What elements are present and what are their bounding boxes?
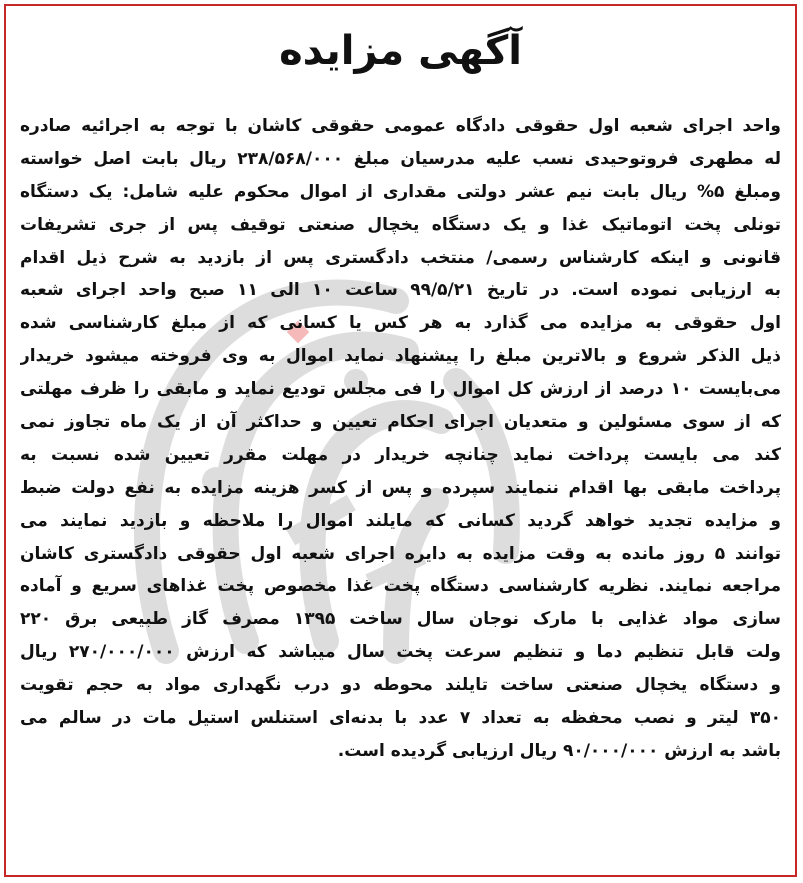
notice-title: آگهی مزایده	[279, 28, 522, 74]
notice-line: توانند ۵ روز مانده به وقت مزایده به دایره اجرای شعبه اول حقوقی دادگستری کاشان	[20, 543, 781, 564]
notice-frame	[4, 4, 797, 877]
notice-line: اول حقوقی به مزایده می گذارد به هر کس یا کسانی که از مبلغ کارشناسی شده	[20, 313, 781, 334]
notice-body	[20, 110, 781, 768]
notice-line: قانونی و اینکه کارشناس رسمی/ منتخب دادگستری پس از بازدید به شرح ذیل اقدام	[20, 247, 781, 268]
notice-line: و دستگاه یخچال صنعتی ساخت تایلند محوطه دو درب نگهداری مواد به حجم تقویت	[20, 675, 781, 696]
notice-line: که از سوی مسئولین و متعدیان اجرای احکام تعیین و حداکثر آن از یک ماه تجاوز نمی	[20, 412, 781, 433]
notice-line: له مطهری فروتوحیدی نسب علیه مدرسیان مبلغ ۲۳۸/۵۶۸/۰۰۰ ریال بابت اصل خواسته	[20, 148, 781, 169]
notice-line: ذیل الذکر شروع و بالاترین مبلغ را پیشنهاد نماید اموال به وی فروخته میشود خریدار	[20, 346, 781, 367]
notice-line: می‌بایست ۱۰ درصد از ارزش کل اموال را فی مجلس توديع نمايد و مابقی را ظرف مهلتی	[20, 379, 781, 400]
notice-line: ولت قابل تنظیم دما و تنظیم سرعت پخت سال میباشد که ارزش ۲۷۰/۰۰۰/۰۰۰ ریال	[20, 642, 781, 663]
notice-line: باشد به ارزش ۹۰/۰۰۰/۰۰۰ ریال ارزیابی گردیده است.	[337, 740, 781, 761]
notice-line: ومبلغ ۵% ریال بابت نیم عشر دولتی مقداری از اموال محکوم علیه شامل: یک دستگاه	[20, 181, 781, 202]
notice-line: پرداخت مابقی بها اقدام ننمایند سپرده و پس از کسر هزینه مزایده به نفع دولت ضبط	[20, 477, 781, 498]
notice-line: مراجعه نمایند. نظریه کارشناسی دستگاه پخت غذا مخصوص پخت غذاهای سریع و آماده	[20, 576, 781, 597]
notice-line: تونلی پخت اتوماتیک غذا و یک دستگاه یخچال صنعتی توقیف پس از جری تشریفات	[20, 214, 781, 235]
notice-line: ۳۵۰ لیتر و نصب محفظه به تعداد ۷ عدد با بدنه‌ای استنلس استیل مات در سالم می	[20, 708, 781, 729]
notice-line: واحد اجرای شعبه اول حقوقی دادگاه عمومی حقوقی کاشان با توجه به اجرائیه صادره	[20, 116, 781, 136]
notice-line: سازی مواد غذایی با مارک نوجان سال ساخت ۱۳۹۵ مصرف گاز طبیعی برق ۲۲۰	[20, 609, 781, 630]
notice-line: کند می بایست پرداخت نماید چنانچه خریدار در مهلت مقرر تعیین شده نسبت به	[20, 444, 781, 465]
notice-line: و مزایده تجدید خواهد گردید کسانی که مایلند اموال را ملاحظه و بازدید نمایند می	[20, 510, 781, 531]
notice-line: به ارزیابی نموده است. در تاریخ ۹۹/۵/۲۱ ساعت ۱۰ الی ۱۱ صبح واحد اجرای شعبه	[20, 280, 781, 301]
